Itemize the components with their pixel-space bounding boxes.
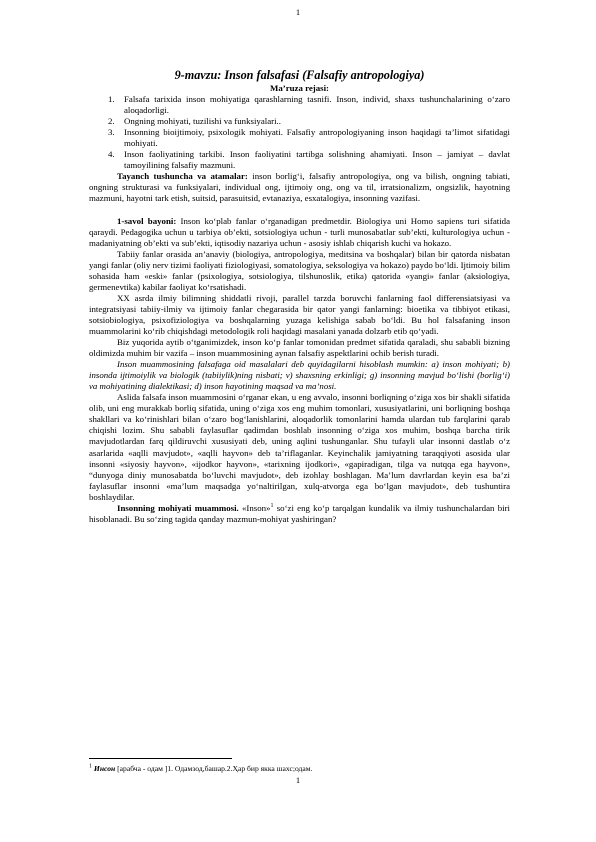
page-content: [89, 68, 510, 525]
human-essence-problem-paragraph: Insonning mohiyati muammosi. «Inson»$^1$ so‘zi eng ko‘p tarqalgan kundalik va ilmiy tushunchalardan biri hisoblanadi. Bu so‘zing tagida qanday mazmun-mohiyat yashiringan?: [89, 502, 510, 524]
twentieth-century-paragraph: XX asrda ilmiy bilimning shiddatli rivoji, parallel tarzda boruvchi fanlarning faol differensiatsiyasi va integratsiyasi tabiiy-ilmiy va ijtimoiy fanlar chegarasida bir qator yangi fanlarning: bioetika va tibbiyot etikasi, sotsiobiologiya, psixofiziologiya va boshqalarning yuzaga kelishiga sabab bo‘ldi. Bu hol falsafaning inson muammolarini ko‘rib chiqishdagi metodologik roli haqidagi masalani yanada dolzarb etib qo‘yadi.: [89, 292, 510, 336]
plan-item-number: 1.: [108, 94, 115, 105]
footnote-reference[interactable]: 1: [270, 502, 274, 509]
natural-sciences-paragraph: Tabiiy fanlar orasida an’anaviy (biologiya, antropologiya, meditsina va boshqalar) bilan bir qatorda nisbatan yangi fanlar (oliy nerv tizimi faoliyati fiziologiyasi, somatologiya, seksologiya va hokazo) paydo bo‘ldi. Ijtimoiy bilim sohasida ham «eski» fanlar (psixologiya, sotsiologiya, tilshunoslik, etika) qatorida «yangi» fanlar (aksiologiya, germenevtika) kabilar faoliyat ko‘rsatishadi.: [89, 248, 510, 292]
plan-item-text: Ongning mohiyati, tuzilishi va funksiyalari..: [124, 116, 281, 127]
plan-item: [108, 149, 510, 171]
philosophical-aspects-paragraph: Biz yuqorida aytib o‘tganimizdek, inson ko‘p fanlar tomonidan predmet sifatida qaraladi, shu sababli bizning oldimizda muhim bir vazifa – inson muammosining aynan falsafiy aspektlarini ochib berish turadi.: [89, 337, 510, 359]
footnote-marker: 1: [89, 763, 92, 770]
plan-item: [108, 127, 510, 149]
page-number-top: 1: [295, 7, 301, 17]
footnote-separator: [89, 758, 232, 759]
keywords-text: inson borlig‘i, falsafiy antropologiya, ong va bilish, ongning tabiati, ongning strukturasi va funksiyalari, individual ong, ijtimoiy ong, ong va til, irratsionalizm, ongsizlik, hayotning mazmuni, hayotni tark etish, suitsid, parasuitsid, evtanaziya, esxatalogiya, insonning vazifasi.: [89, 171, 510, 204]
plan-item-number: 4.: [108, 149, 115, 160]
plan-item-text: Inson faoliyatining tarkibi. Inson faoliyatini tartibga solishning ahamiyati. Inson – jamiyat – davlat tamoyilining falsafiy mazmuni.: [124, 149, 510, 171]
question-1-label: 1-savol bayoni:: [117, 215, 177, 226]
lecture-plan-list: [89, 94, 510, 171]
page-number-bottom: 1: [295, 775, 301, 785]
lecture-plan-heading: Ma’ruza rejasi:: [269, 83, 330, 93]
keywords-paragraph: [89, 171, 510, 204]
footnote-term: Инсон: [93, 764, 116, 773]
footnote: [89, 764, 510, 773]
question-1-text: Inson ko‘plab fanlar o‘rganadigan predmetdir. Biologiya uni Homo sapiens turi sifatida qaraydi. Pedagogika uchun u tarbiya ob’ekti, sotsiologiya uchun - turli munosabatlar sub’ekti, kulturologiya uchun - madaniyatning ob’ekti va sub’ekti, iqtisodiy nazariya uchun - asosiy ishlab chiqarish kuchi va hokazo.: [89, 215, 511, 248]
lecture-title: 9-mavzu: Inson falsafasi (Falsafiy antropologiya): [174, 68, 425, 82]
plan-item-number: 2.: [108, 116, 115, 127]
plan-item-text: Insonning bioijtimoiy, psixologik mohiyati. Falsafiy antropologiyaning inson haqidagi ta’limot sifatidagi mohiyati.: [124, 127, 510, 149]
plan-item-text: Falsafa tarixida inson mohiyatiga qarashlarning tasnifi. Inson, individ, shaxs tushunchalarining o‘zaro aloqadorligi.: [124, 94, 510, 116]
keywords-label: Tayanch tushuncha va atamalar:: [117, 171, 248, 182]
plan-item: [108, 116, 510, 127]
philosophical-questions-paragraph: [89, 359, 510, 392]
human-essence-problem-label: Insonning mohiyati muammosi.: [117, 502, 239, 513]
question-1-paragraph: [89, 216, 510, 249]
philosophical-questions-text: Inson muammosining falsafaga oid masalalari deb quyidagilarni hisoblash mumkin: a) inson mohiyati; b) insonda ijtimoiylik va biologik (tabiiylik)ning nisbati; v) shaxsning erkinligi; g) insonning mavjud bo‘lishi (borlig‘i) va mohiyatining dialektikasi; d) inson hayotining maqsad va ma’nosi.: [89, 359, 510, 392]
footnote-text: [арабча - одам ]1. Одамзод,башар.2.Ҳар бир якка шахс;одам.: [115, 764, 313, 773]
human-essence-history-paragraph: Aslida falsafa inson muammosini o‘rganar ekan, u eng avvalo, insonni borliqning o‘ziga xos bir shakli sifatida olib, uni eng murakkab borliq sifatida, uning o‘ziga xos eng muhim tomonlari, xususiyatlarini, uni borliqning boshqa shakllari va ko‘rinishlari bilan o‘zaro bog‘lanishlarini, aloqadorlik tomonlarini hamda ulardan tub farqlarini qarab chiqishi lozim. Shu sababli faylasuflar qadimdan boshlab insonning o‘ziga xos muhim, boshqa barcha tirik mavjudotlardan farq qildiruvchi xususiyati deb, uning aqlini tushunganlar. Shu tufayli ular insonni dastlab o‘z asarlarida «aqlli mavjudot», «aqlli hayvon» deb ta’riflaganlar. Keyinchalik jamiyatning taraqqiyoti asosida ular insonni «siyosiy hayvon», «ijodkor hayvon», «tarixning ijodkori», «gapiradigan, tilga va nutqqa ega hayvon», “dunyoga diniy munosabatda bo‘luvchi mavjudot», deb izohlay boshlagan. Ma’lum davrlardan keyin esa ba’zi faylasuflar insonni «ma’lum maqsadga yo‘naltirilgan, xulq-atvorga ega bo‘lgan mavjudot», deb tushuntira boshlaydilar.: [89, 392, 510, 502]
plan-item-number: 3.: [108, 127, 115, 138]
plan-item: [108, 94, 510, 116]
